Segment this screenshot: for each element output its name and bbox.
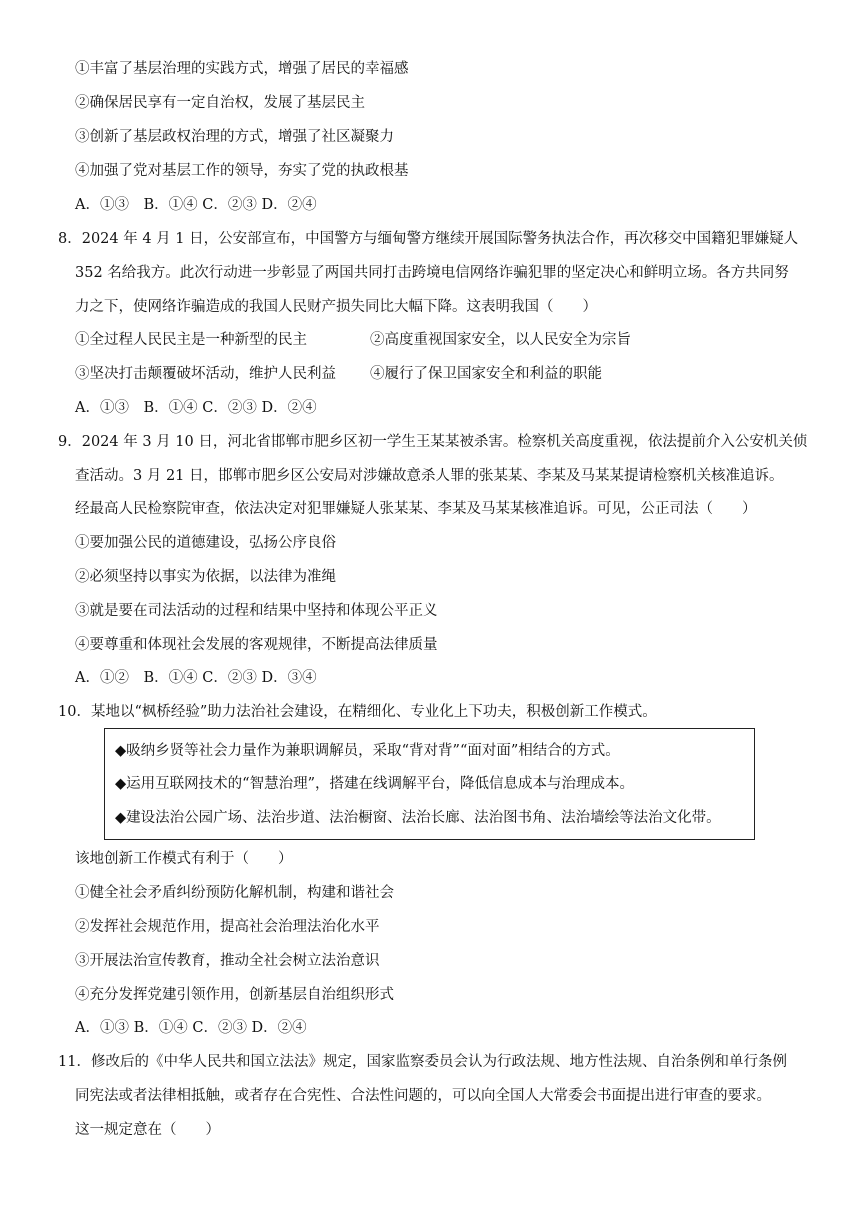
q10-choices: A．①③ B．①④ C．②③ D．②④ (75, 1020, 307, 1036)
q9-stem-line-3: 经最高人民检察院审查，依法决定对犯罪嫌疑人张某某、李某及马某某核准追诉。可见，公正司法（ ） (75, 501, 757, 517)
q7-option-1: ①丰富了基层治理的实践方式，增强了居民的幸福感 (75, 61, 409, 77)
q9-stem-line-2: 查活动。3 月 21 日，邯郸市肥乡区公安局对涉嫌故意杀人罪的张某某、李某及马某某提请检察机关核准追诉。 (75, 468, 784, 484)
q8-stem-line-1: 8．2024 年 4 月 1 日，公安部宣布，中国警方与缅甸警方继续开展国际警务执法合作，再次移交中国籍犯罪嫌疑人 (58, 231, 799, 247)
q8-option-2: ②高度重视国家安全，以人民安全为宗旨 (370, 332, 631, 348)
q10-box-item-3: ◆建设法治公园广场、法治步道、法治橱窗、法治长廊、法治图书角、法治墙绘等法治文化带。 (115, 810, 721, 826)
q8-option-4: ④履行了保卫国家安全和利益的职能 (370, 366, 602, 382)
q8-choices: A．①③ B．①④ C．②③ D．②④ (75, 400, 317, 416)
q9-option-3: ③就是要在司法活动的过程和结果中坚持和体现公平正义 (75, 603, 438, 619)
q10-stem: 10．某地以“枫桥经验”助力法治社会建设，在精细化、专业化上下功夫，积极创新工作模式。 (58, 704, 657, 720)
q9-choices: A．①② B．①④ C．②③ D．③④ (75, 670, 317, 686)
q10-option-1: ①健全社会矛盾纠纷预防化解机制，构建和谐社会 (75, 885, 394, 901)
q7-option-2: ②确保居民享有一定自治权，发展了基层民主 (75, 95, 365, 111)
q11-stem-line-1: 11．修改后的《中华人民共和国立法法》规定，国家监察委员会认为行政法规、地方性法规、自治条例和单行条例 (58, 1054, 787, 1070)
q7-choices: A．①③ B．①④ C．②③ D．②④ (75, 197, 317, 213)
q10-box-item-2: ◆运用互联网技术的“智慧治理”，搭建在线调解平台，降低信息成本与治理成本。 (115, 776, 634, 792)
q10-option-3: ③开展法治宣传教育，推动全社会树立法治意识 (75, 953, 380, 969)
q9-option-1: ①要加强公民的道德建设，弘扬公序良俗 (75, 535, 336, 551)
q10-option-2: ②发挥社会规范作用，提高社会治理法治化水平 (75, 919, 380, 935)
q10-box-item-1: ◆吸纳乡贤等社会力量作为兼职调解员，采取“背对背”“面对面”相结合的方式。 (115, 743, 620, 759)
q9-option-2: ②必须坚持以事实为依据，以法律为准绳 (75, 569, 336, 585)
q9-stem-line-1: 9．2024 年 3 月 10 日，河北省邯郸市肥乡区初一学生王某某被杀害。检察机关高度重视，依法提前介入公安机关侦 (58, 434, 808, 450)
q11-stem-line-2: 同宪法或者法律相抵触，或者存在合宪性、合法性问题的，可以向全国人大常委会书面提出进行审查的要求。 (75, 1088, 771, 1104)
q8-option-3: ③坚决打击颠覆破坏活动，维护人民利益 (75, 366, 336, 382)
q10-question: 该地创新工作模式有利于（ ） (75, 851, 293, 867)
q8-option-1: ①全过程人民民主是一种新型的民主 (75, 332, 307, 348)
q8-stem-line-3: 力之下，使网络诈骗造成的我国人民财产损失同比大幅下降。这表明我国（ ） (75, 299, 597, 315)
q8-stem-line-2: 352 名给我方。此次行动进一步彰显了两国共同打击跨境电信网络诈骗犯罪的坚定决心和鲜明立场。各方共同努 (75, 265, 789, 281)
q7-option-4: ④加强了党对基层工作的领导，夯实了党的执政根基 (75, 163, 409, 179)
q11-stem-line-3: 这一规定意在（ ） (75, 1122, 220, 1138)
q7-option-3: ③创新了基层政权治理的方式，增强了社区凝聚力 (75, 129, 394, 145)
q9-option-4: ④要尊重和体现社会发展的客观规律，不断提高法律质量 (75, 637, 438, 653)
q10-material-box (104, 728, 755, 840)
q10-option-4: ④充分发挥党建引领作用，创新基层自治组织形式 (75, 987, 394, 1003)
